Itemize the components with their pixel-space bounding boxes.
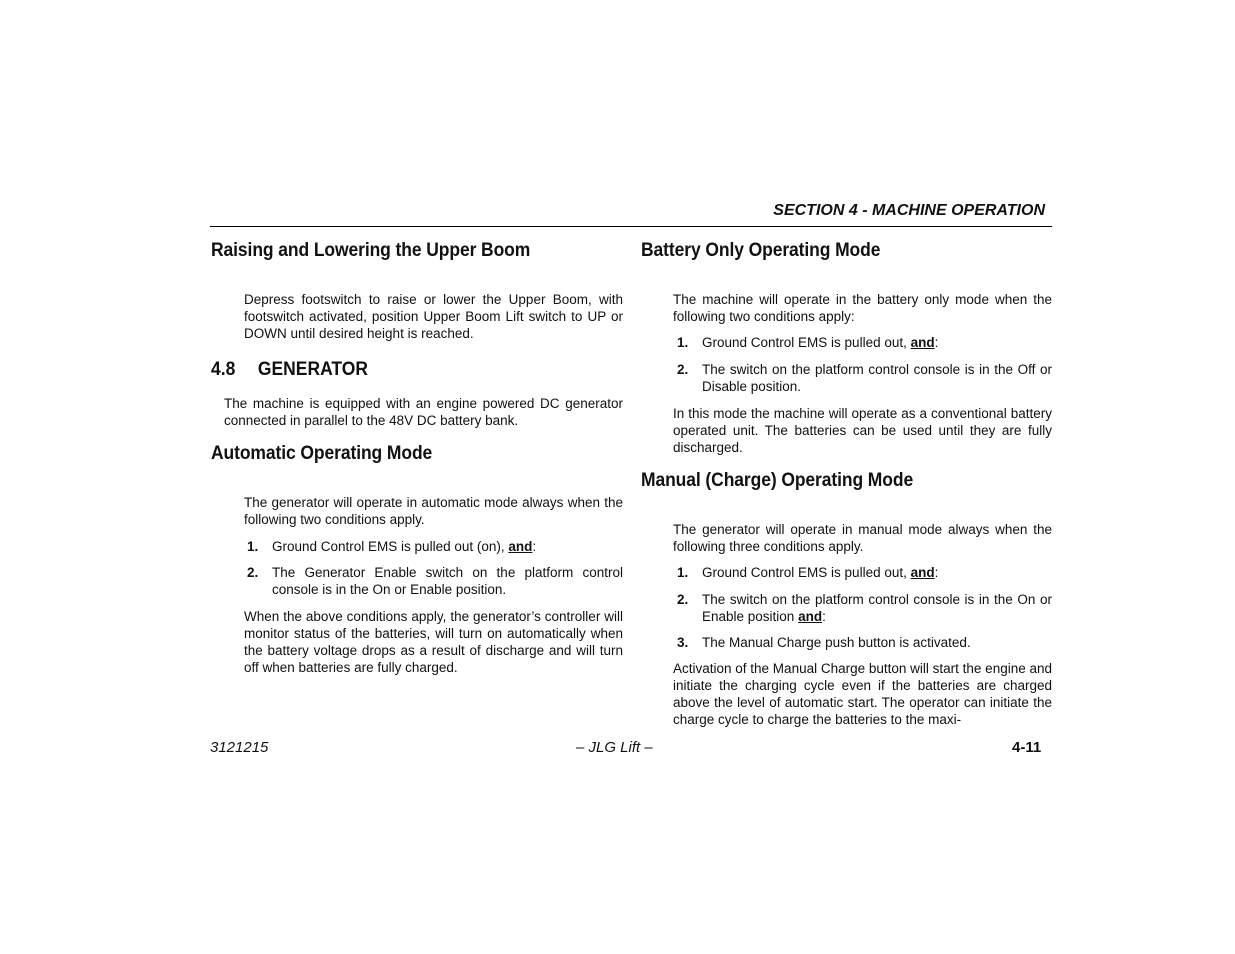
list-item: 2. The switch on the platform control console is in the On or Enable position and:: [677, 592, 1052, 624]
right-column: [641, 236, 1052, 728]
list-item: 1. Ground Control EMS is pulled out, and:: [677, 565, 939, 580]
generator-section-number: 4.8: [211, 359, 236, 380]
battery-heading: Battery Only Operating Mode: [641, 240, 881, 261]
page-number: 4-11: [1012, 739, 1042, 756]
list-item: 2. The Generator Enable switch on the platform control console is in the On or Enable position.: [247, 565, 623, 597]
left-column: [211, 236, 623, 676]
footer-title: – JLG Lift –: [576, 739, 653, 756]
automatic-outro: When the above conditions apply, the generator’s controller will monitor status of the batteries, will turn on automatically when the battery voltage drops as a result of discharge and will turn off when batteries are fully charged.: [244, 609, 623, 675]
manual-outro: Activation of the Manual Charge button will start the engine and initiate the charging cycle even if the batteries are charged above the level of automatic start. The operator can initiate the charge cycle to charge the batteries to the maxi-: [673, 661, 1052, 727]
section-header: SECTION 4 - MACHINE OPERATION: [773, 202, 1045, 219]
raising-body: Depress footswitch to raise or lower the Upper Boom, with footswitch activated, position Upper Boom Lift switch to UP or DOWN until desired height is reached.: [244, 292, 623, 341]
battery-outro: In this mode the machine will operate as a conventional battery operated unit. The batteries can be used until they are fully discharged.: [673, 406, 1052, 455]
manual-conditions-list: [641, 564, 1052, 651]
generator-body: The machine is equipped with an engine powered DC generator connected in parallel to the 48V DC battery bank.: [224, 396, 623, 428]
generator-heading: [211, 355, 590, 385]
list-item: 1. Ground Control EMS is pulled out, and:: [677, 335, 939, 350]
list-item: 3. The Manual Charge push button is activated.: [677, 635, 971, 650]
automatic-conditions-list: [211, 538, 623, 598]
raising-heading: Raising and Lowering the Upper Boom: [211, 240, 531, 261]
header-rule: [210, 226, 1052, 227]
list-item: 1. Ground Control EMS is pulled out (on), and:: [247, 539, 537, 554]
manual-heading: Manual (Charge) Operating Mode: [641, 470, 914, 491]
automatic-intro: The generator will operate in automatic mode always when the following two conditions apply.: [244, 495, 623, 527]
generator-title: GENERATOR: [257, 359, 368, 380]
list-item: 2. The switch on the platform control console is in the Off or Disable position.: [677, 362, 1052, 394]
manual-intro: The generator will operate in manual mode always when the following three conditions apply.: [673, 522, 1052, 554]
battery-intro: The machine will operate in the battery only mode when the following two conditions apply:: [673, 292, 1052, 324]
automatic-heading: Automatic Operating Mode: [211, 443, 433, 464]
battery-conditions-list: [641, 334, 1052, 395]
doc-number: 3121215: [210, 739, 269, 756]
